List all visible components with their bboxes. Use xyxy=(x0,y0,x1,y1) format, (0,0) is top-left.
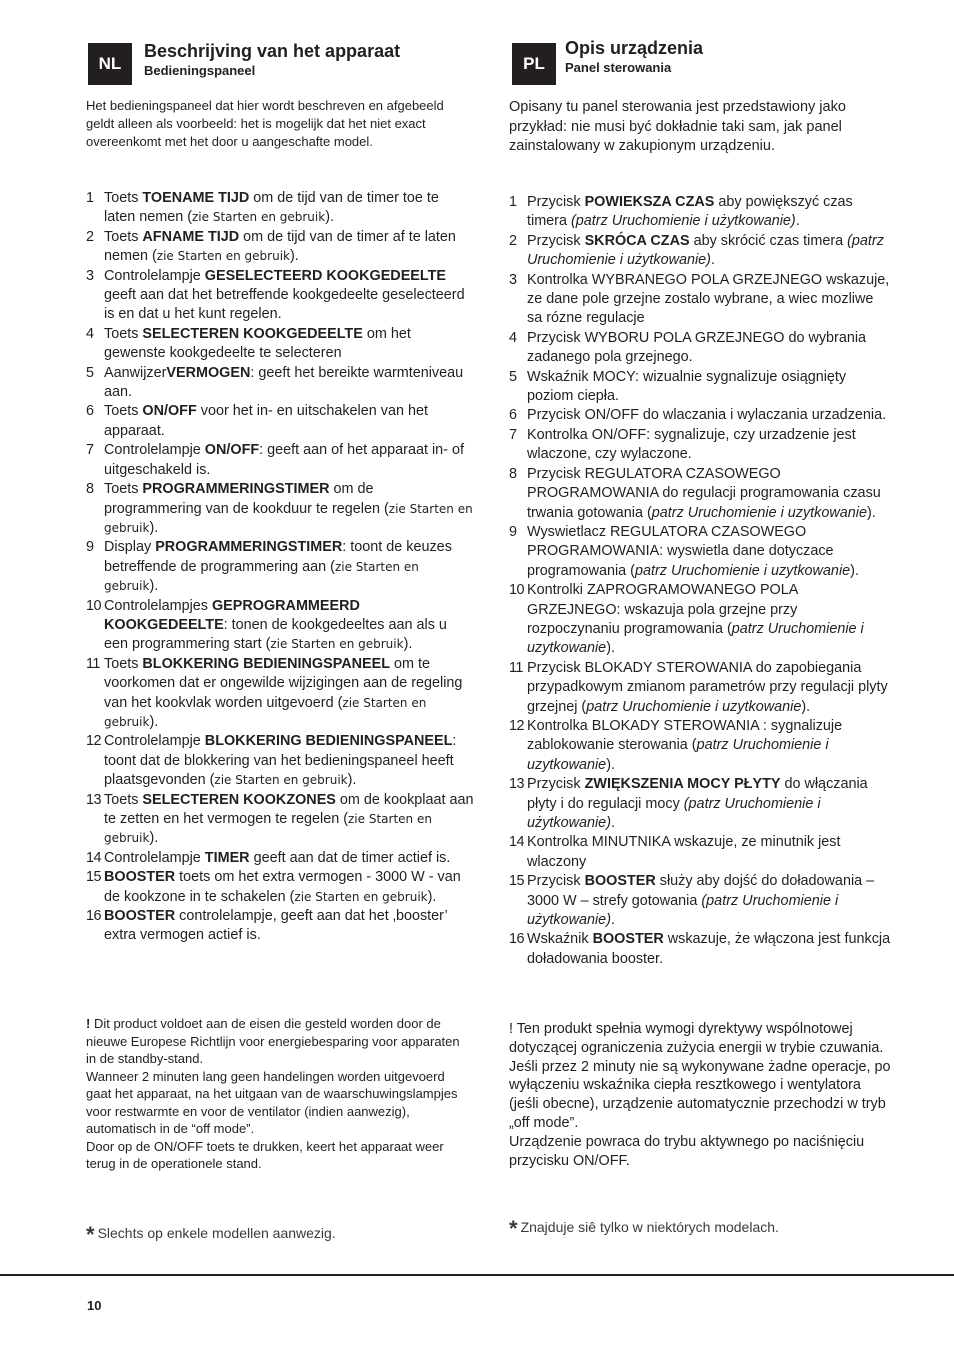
section-title-pl: Opis urządzenia xyxy=(565,38,704,58)
note-paragraph: Urządzenie powraca do trybu aktywnego po naciśnięciu przycisku ON/OFF. xyxy=(509,1133,865,1169)
item-text: om te voorkomen dat er ongewilde wijzigingen aan de regeling van het kookvlak worden uitgevoerd ( xyxy=(104,655,463,711)
item-text: ). xyxy=(403,636,413,653)
item-text: Toets xyxy=(104,403,143,420)
item-number: 4 xyxy=(86,325,95,342)
item-reference: zie Starten en gebruik xyxy=(294,889,428,904)
item-text: Toets xyxy=(104,655,143,672)
asterisk-mark: * xyxy=(86,1222,95,1247)
item-text: Toets xyxy=(104,190,143,206)
item-number: 16 xyxy=(509,931,525,948)
item-number: 10 xyxy=(509,582,525,599)
item-number: 8 xyxy=(86,481,95,498)
item-reference: zie Starten en gebruik xyxy=(104,559,419,594)
item-text: ). xyxy=(801,698,811,715)
item-text: Controlelampjes xyxy=(104,597,212,614)
item-text: Wyswietlacz REGULATORA CZASOWEGO PROGRAMOWANIA: wyswietla dane dotyczace programowania ( xyxy=(527,523,834,579)
item-reference: (patrz Uruchomienie i użytkowanie) xyxy=(527,232,884,269)
item-text: Przycisk BLOKADY STEROWANIA do zapobiegania przypadkowym zmianom parametrów przy regulacji plyty grzejnej ( xyxy=(527,659,888,715)
list-item xyxy=(509,523,891,581)
item-text: voor het in- en uitschakelen van het apparaat. xyxy=(104,403,428,439)
item-text: Toets xyxy=(104,791,143,808)
item-label: PROGRAMMERINGSTIMER xyxy=(155,539,343,556)
item-reference: patrz Uruchomienie i uzytkowanie xyxy=(586,698,802,715)
list-item xyxy=(86,364,474,403)
item-number: 16 xyxy=(86,908,102,925)
item-text: Przycisk xyxy=(527,194,585,210)
item-text: aby powiększyć czas timera xyxy=(527,194,853,230)
list-item xyxy=(86,849,474,868)
section-heading-pl xyxy=(565,37,703,77)
item-text: Kontrolka MINUTNIKA wskazuje, ze minutnik jest wlaczony xyxy=(527,834,841,870)
item-label: BOOSTER xyxy=(104,908,176,925)
item-number: 14 xyxy=(509,834,525,851)
item-number: 6 xyxy=(86,403,95,420)
item-reference: zie Starten en gebruik xyxy=(104,501,473,535)
list-item xyxy=(509,271,891,329)
item-text: Controlelampje xyxy=(104,442,205,459)
item-number: 7 xyxy=(509,426,518,443)
item-text: ). xyxy=(606,640,615,657)
control-list-nl xyxy=(86,189,474,946)
list-item xyxy=(509,930,891,969)
item-text: Przycisk REGULATORA CZASOWEGO PROGRAMOWANIA do regulacji programowania czasu trwania gotowania ( xyxy=(527,465,881,521)
item-number: 12 xyxy=(509,717,525,734)
note-paragraph: Jeśli przez 2 minuty nie są wykonywane żadne operacje, po wyłączeniu wskaźnika ciepła resztkowego i wentylatora (jeśli obecne), urządzenie automatycznie przechodzi w tryb „off mode”. xyxy=(509,1058,891,1131)
item-number: 3 xyxy=(86,267,95,284)
item-number: 10 xyxy=(86,597,102,614)
list-item xyxy=(509,659,891,717)
item-text: : toont de keuzes betreffende de programmering aan ( xyxy=(104,539,452,575)
item-text: Przycisk xyxy=(527,232,585,249)
list-item xyxy=(86,441,474,480)
footnote-nl xyxy=(86,1222,336,1248)
item-text: om de tijd van de timer toe te laten nemen ( xyxy=(104,190,439,226)
item-text: służy aby dojść do doładowania – 3000 W – strefy gotowania xyxy=(527,873,875,909)
list-item xyxy=(86,267,474,325)
list-item xyxy=(86,480,474,538)
item-text: : tonen de kookgedeeltes aan als u een programmering start ( xyxy=(104,616,447,653)
item-label: ON/OFF xyxy=(142,403,197,420)
item-text: Toets xyxy=(104,325,143,342)
item-text: om de kookplaat aan te zetten en het vermogen te regelen ( xyxy=(104,791,474,827)
item-number: 15 xyxy=(86,869,102,886)
standby-note-pl xyxy=(509,1020,891,1170)
item-number: 14 xyxy=(86,849,102,866)
list-item xyxy=(509,193,891,232)
item-label: AFNAME TIJD xyxy=(142,228,240,245)
item-label: BOOSTER xyxy=(104,869,176,886)
item-text: wskazuje, że włączona jest funkcja doładowania booster. xyxy=(527,931,891,967)
list-item xyxy=(509,232,891,271)
item-number: 8 xyxy=(509,465,518,482)
item-text: Kontrolki ZAPROGRAMOWANEGO POLA GRZEJNEGO: wskazuja pola grzejne przy rozpoczynaniu programowania ( xyxy=(527,582,798,637)
item-label: BOOSTER xyxy=(592,931,664,948)
item-text: : geeft aan of het apparaat in- of uitgeschakeld is. xyxy=(104,442,464,478)
item-text: ). xyxy=(149,713,159,730)
item-text: Kontrolka BLOKADY STEROWANIA : sygnalizuje zablokowanie sterowania ( xyxy=(527,717,843,754)
list-item xyxy=(86,538,474,596)
item-text: ). xyxy=(427,888,437,905)
item-text: Przycisk ON/OFF do wlaczania i wylaczania urzadzenia. xyxy=(527,407,887,424)
item-text: . xyxy=(795,213,800,230)
item-text: ). xyxy=(606,756,615,773)
item-reference: (patrz Uruchomienie i użytkowanie) xyxy=(527,795,821,831)
item-reference: zie Starten en gebruik xyxy=(214,773,348,788)
item-text: om het gewenste kookgedeelte te selecteren xyxy=(104,325,411,362)
list-item xyxy=(86,791,474,849)
item-number: 12 xyxy=(86,733,102,750)
item-text: Toets xyxy=(104,228,143,245)
item-number: 7 xyxy=(86,442,95,459)
item-number: 3 xyxy=(509,271,518,288)
list-item xyxy=(509,872,891,930)
item-number: 9 xyxy=(509,523,518,540)
item-text: : toont dat de blokkering van het bedieningspaneel heeft plaatsgevonden ( xyxy=(104,733,457,789)
list-item xyxy=(509,581,891,659)
item-label: VERMOGEN xyxy=(166,364,251,381)
item-text: ). xyxy=(866,504,876,521)
item-text: Przycisk xyxy=(527,873,585,890)
item-text: ). xyxy=(149,578,159,595)
item-reference: patrz Uruchomienie i uzytkowanie xyxy=(651,504,867,521)
asterisk-mark: * xyxy=(509,1216,518,1241)
list-item xyxy=(86,228,474,267)
list-item xyxy=(86,907,474,946)
item-number: 2 xyxy=(509,232,518,249)
footnote-text: Slechts op enkele modellen aanwezig. xyxy=(97,1225,336,1241)
item-number: 5 xyxy=(509,368,518,385)
item-text: controlelampje, geeft aan dat het ‚booster’ extra vermogen actief is. xyxy=(104,908,448,944)
item-text: Display xyxy=(104,539,156,556)
item-text: Aanwijzer xyxy=(104,364,167,381)
item-number: 13 xyxy=(509,776,525,793)
item-text: ). xyxy=(850,562,859,579)
item-number: 1 xyxy=(509,194,518,210)
item-text: Toets xyxy=(104,481,143,498)
item-number: 15 xyxy=(509,873,525,890)
item-label: SKRÓCA CZAS xyxy=(584,232,690,249)
item-text: aby skrócić czas timera xyxy=(689,232,848,249)
list-item xyxy=(509,368,891,407)
item-text: Kontrolka WYBRANEGO POLA GRZEJNEGO wskazuje, ze dane pole grzejne zostalo wybrane, a wiec mozliwe sa rózne regulacje xyxy=(527,271,890,327)
item-text: ). xyxy=(149,519,159,536)
item-text: . xyxy=(610,912,615,929)
item-number: 1 xyxy=(86,190,95,206)
item-text: geeft aan dat het betreffende kookgedeelte geselecteerd is en dat u het kunt regelen. xyxy=(104,287,465,323)
item-reference: zie Starten en gebruik xyxy=(104,695,427,729)
list-item xyxy=(86,868,474,907)
item-number: 6 xyxy=(509,407,518,424)
list-item xyxy=(86,325,474,364)
item-reference: (patrz Uruchomienie i użytkowanie) xyxy=(570,213,796,230)
item-text: geeft aan dat de timer actief is. xyxy=(249,849,451,866)
list-item xyxy=(86,402,474,441)
item-text: Wskaźnik MOCY: wizualnie sygnalizuje osiągnięty poziom ciepła. xyxy=(527,368,847,405)
list-item xyxy=(509,406,891,425)
note-paragraph xyxy=(86,1015,471,1068)
item-text: ). xyxy=(149,830,159,847)
item-text: ). xyxy=(347,772,357,789)
list-item xyxy=(86,732,474,790)
note-text: Dit product voldoet aan de eisen die gesteld worden door de nieuwe Europese Richtlijn voor energiebesparing voor apparaten in de standby-stand. xyxy=(86,1016,460,1066)
note-paragraph: Door op de ON/OFF toets te drukken, keert het apparaat weer terug in de operationele stand. xyxy=(86,1138,444,1171)
item-reference: zie Starten en gebruik xyxy=(192,210,326,225)
intro-paragraph-pl: Opisany tu panel sterowania jest przedstawiony jako przykład: nie musi być dokładnie taki sam, jak panel zainstalowany w zakupionym urządzeniu. xyxy=(509,99,846,154)
page-number: 10 xyxy=(87,1298,102,1313)
item-label: GEPROGRAMMEERD KOOKGEDEELTE xyxy=(104,597,360,633)
item-label: PROGRAMMERINGSTIMER xyxy=(142,481,330,498)
item-label: SELECTEREN KOOKGEDEELTE xyxy=(142,325,363,342)
list-item xyxy=(86,655,474,733)
item-reference: zie Starten en gebruik xyxy=(104,812,432,846)
footnote-text: Znajduje siê tylko w niektórych modelach. xyxy=(520,1219,779,1235)
item-number: 13 xyxy=(86,791,102,808)
item-text: ). xyxy=(325,209,334,226)
section-heading-nl xyxy=(144,40,400,80)
item-number: 11 xyxy=(86,655,100,672)
list-item xyxy=(509,426,891,465)
item-reference: patrz Uruchomienie i uzytkowanie xyxy=(634,562,851,579)
note-paragraph: Wanneer 2 minuten lang geen handelingen worden uitgevoerd gaat het apparaat, na het uitgaan van de waarschuwingslampjes voor restwarmte en voor de ventilator (indien aanwezig), automatisch in de “off mode”. xyxy=(86,1068,458,1136)
item-label: GESELECTEERD KOOKGEDEELTE xyxy=(204,267,447,284)
section-subtitle-nl: Bedieningspaneel xyxy=(144,63,256,78)
list-item xyxy=(509,465,891,523)
section-subtitle-pl: Panel sterowania xyxy=(565,60,672,75)
item-label: BLOKKERING BEDIENINGSPANEEL xyxy=(204,733,453,750)
item-label: BOOSTER xyxy=(584,873,656,890)
section-title-nl: Beschrijving van het apparaat xyxy=(144,41,401,61)
list-item xyxy=(509,833,891,872)
language-badge-nl: NL xyxy=(88,43,132,85)
list-item xyxy=(509,329,891,368)
item-text: om de tijd van de timer af te laten nemen ( xyxy=(104,228,456,265)
list-item xyxy=(86,189,474,228)
item-label: ON/OFF xyxy=(204,442,260,459)
item-number: 11 xyxy=(509,659,523,676)
list-item xyxy=(509,775,891,833)
item-text: Przycisk WYBORU POLA GRZEJNEGO do wybrania zadanego pola grzejnego. xyxy=(527,329,867,366)
item-text: om de programmering van de kookduur te regelen ( xyxy=(104,481,389,517)
footer-rule xyxy=(0,1274,954,1276)
item-label: POWIEKSZA CZAS xyxy=(584,194,715,210)
item-reference: zie Starten en gebruik xyxy=(156,249,290,264)
item-label: TIMER xyxy=(204,849,250,866)
item-text: : geeft het bereikte warmteniveau aan. xyxy=(104,364,464,401)
item-text: do włączania płyty i do regulacji mocy xyxy=(527,776,868,812)
item-label: TOENAME TIJD xyxy=(142,190,250,206)
language-badge-pl: PL xyxy=(512,43,556,85)
item-reference: patrz Uruchomienie i uzytkowanie xyxy=(527,620,864,657)
item-text: ). xyxy=(290,248,299,265)
standby-note-nl xyxy=(86,1015,471,1173)
item-text: Przycisk xyxy=(527,776,585,793)
item-text: toets om het extra vermogen - 3000 W - van de kookzone in te schakelen ( xyxy=(104,869,461,905)
item-text: . xyxy=(710,252,715,269)
warning-mark: ! xyxy=(86,1016,91,1031)
list-item xyxy=(86,597,474,655)
item-number: 2 xyxy=(86,228,95,245)
list-item xyxy=(509,717,891,775)
item-text: Controlelampje xyxy=(104,267,205,284)
item-number: 4 xyxy=(509,329,518,346)
item-reference: zie Starten en gebruik xyxy=(270,637,404,652)
item-text: Wskaźnik xyxy=(527,931,593,948)
item-text: Kontrolka ON/OFF: sygnalizuje, czy urzadzenie jest wlaczone, czy wylaczone. xyxy=(527,426,856,463)
item-number: 5 xyxy=(86,364,95,381)
control-list-pl xyxy=(509,193,891,969)
item-label: BLOKKERING BEDIENINGSPANEEL xyxy=(142,655,390,672)
intro-paragraph-nl: Het bedieningspaneel dat hier wordt beschreven en afgebeeld geldt alleen als voorbeeld: het is mogelijk dat het niet exact overeenkomt met het door u aangeschafte model. xyxy=(86,98,444,149)
item-reference: (patrz Uruchomienie i użytkowanie) xyxy=(527,892,839,929)
item-reference: patrz Uruchomienie i uzytkowanie xyxy=(527,737,829,773)
item-text: . xyxy=(610,815,615,831)
item-number: 9 xyxy=(86,539,95,556)
item-label: SELECTEREN KOOKZONES xyxy=(142,791,336,808)
footnote-pl xyxy=(509,1216,779,1242)
item-text: Controlelampje xyxy=(104,849,205,866)
item-text: Controlelampje xyxy=(104,733,205,750)
item-label: ZWIĘKSZENIA MOCY PŁYTY xyxy=(584,776,781,793)
note-paragraph: ! Ten produkt spełnia wymogi dyrektywy wspólnotowej dotyczącej ograniczenia zużycia energii w trybie czuwania. xyxy=(509,1021,884,1056)
